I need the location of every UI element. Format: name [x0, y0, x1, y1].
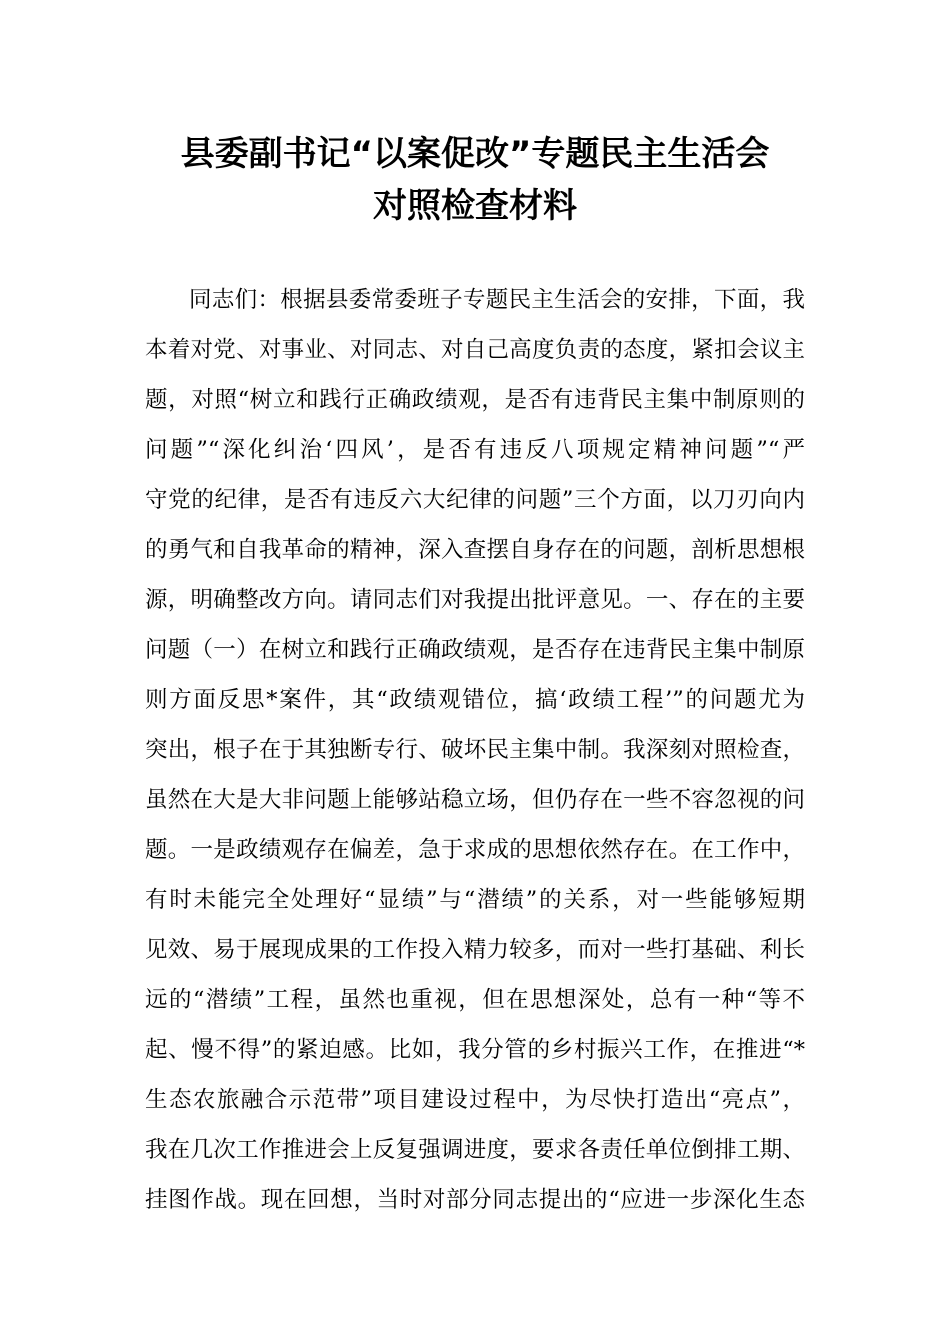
body-line: 我在几次工作推进会上反复强调进度，要求各责任单位倒排工期、	[145, 1137, 805, 1163]
body-line: 问题（一）在树立和践行正确政绩观，是否存在违背民主集中制原	[145, 637, 805, 663]
body-line: 挂图作战。现在回想，当时对部分同志提出的“应进一步深化生态	[145, 1187, 805, 1213]
body-line: 题。一是政绩观存在偏差，急于求成的思想依然存在。在工作中，	[145, 837, 805, 863]
body-line: 本着对党、对事业、对同志、对自己高度负责的态度，紧扣会议主	[145, 337, 805, 363]
body-line: 则方面反思*案件，其“政绩观错位，搞‘政绩工程’”的问题尤为	[145, 687, 805, 713]
body-line: 虽然在大是大非问题上能够站稳立场，但仍存在一些不容忽视的问	[145, 787, 805, 813]
body-line: 的勇气和自我革命的精神，深入查摆自身存在的问题，剖析思想根	[145, 537, 805, 563]
document-title-line-1: 县委副书记“以案促改”专题民主生活会	[180, 134, 770, 174]
body-line: 有时未能完全处理好“显绩”与“潜绩”的关系，对一些能够短期	[145, 887, 805, 913]
body-line: 守党的纪律，是否有违反六大纪律的问题”三个方面，以刀刃向内	[145, 487, 805, 513]
body-line: 同志们：根据县委常委班子专题民主生活会的安排，下面，我	[189, 287, 805, 313]
body-line: 远的“潜绩”工程，虽然也重视，但在思想深处，总有一种“等不	[145, 987, 805, 1013]
body-line: 问题”“深化纠治‘四风’，是否有违反八项规定精神问题”“严	[145, 437, 805, 463]
body-line: 起、慢不得”的紧迫感。比如，我分管的乡村振兴工作，在推进“*	[145, 1037, 805, 1063]
body-line: 见效、易于展现成果的工作投入精力较多，而对一些打基础、利长	[145, 937, 805, 963]
body-line: 生态农旅融合示范带”项目建设过程中，为尽快打造出“亮点”，	[145, 1087, 805, 1113]
body-line: 题，对照“树立和践行正确政绩观，是否有违背民主集中制原则的	[145, 387, 805, 413]
body-line: 突出，根子在于其独断专行、破坏民主集中制。我深刻对照检查，	[145, 737, 805, 763]
document-title-line-2: 对照检查材料	[373, 186, 577, 226]
body-line: 源，明确整改方向。请同志们对我提出批评意见。一、存在的主要	[145, 587, 805, 613]
